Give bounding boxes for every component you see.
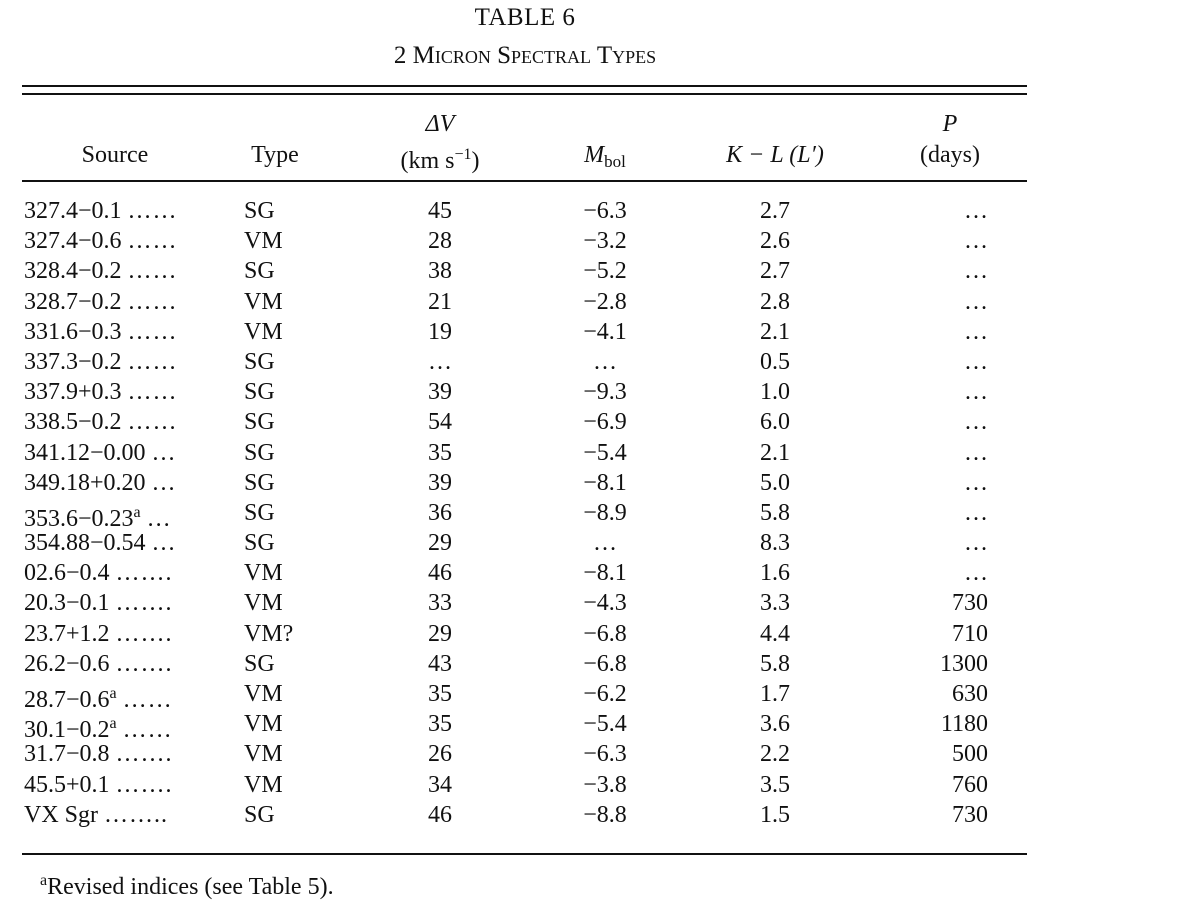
cell-delta-v: 38 — [428, 258, 452, 285]
cell-k-minus-l: 1.5 — [760, 801, 790, 828]
cell-k-minus-l: 2.7 — [760, 258, 790, 285]
cell-leader-dots: …… — [127, 409, 178, 436]
cell-period: 710 — [952, 620, 988, 647]
cell-period: 1300 — [940, 650, 988, 677]
cell-k-minus-l: 4.4 — [760, 620, 790, 647]
cell-period: 630 — [952, 681, 988, 707]
cell-source — [24, 287, 178, 317]
cell-mbol: −6.3 — [583, 741, 627, 768]
cell-source — [24, 649, 173, 679]
cell-mbol: −2.8 — [583, 288, 627, 315]
cell-type: SG — [244, 379, 275, 406]
cell-mbol: −5.4 — [583, 711, 627, 738]
cell-type: SG — [244, 198, 275, 224]
cell-delta-v: 35 — [428, 439, 452, 466]
header-dv-symbol — [360, 109, 520, 139]
cell-k-minus-l: 2.7 — [760, 198, 790, 224]
cell-source — [24, 588, 173, 618]
cell-source-text: 28.7−0.6 — [24, 687, 110, 713]
header-dv-symbol-text: ΔV — [425, 111, 455, 137]
cell-k-minus-l: 8.3 — [760, 530, 790, 557]
cell-k-minus-l: 3.5 — [760, 771, 790, 798]
cell-leader-dots: …… — [127, 198, 178, 224]
cell-source — [24, 619, 173, 649]
cell-source-text: 328.4−0.2 — [24, 258, 122, 285]
cell-mbol: −3.2 — [583, 228, 627, 255]
cell-k-minus-l: 2.1 — [760, 318, 790, 345]
cell-period: … — [964, 288, 988, 315]
table-row — [0, 558, 1200, 588]
cell-type: VM — [244, 318, 283, 345]
table-row — [0, 709, 1200, 744]
cell-source — [24, 770, 173, 800]
cell-k-minus-l: 2.1 — [760, 439, 790, 466]
table-row — [0, 287, 1200, 317]
cell-delta-v: 34 — [428, 771, 452, 798]
cell-delta-v: 36 — [428, 499, 452, 526]
cell-source — [24, 558, 173, 588]
table-row — [0, 347, 1200, 377]
table-row — [0, 528, 1200, 558]
cell-source-text: 337.3−0.2 — [24, 348, 122, 375]
cell-leader-dots: …… — [127, 348, 178, 375]
cell-period: … — [964, 228, 988, 255]
cell-type: SG — [244, 469, 275, 496]
cell-leader-dots: ……. — [115, 650, 173, 677]
cell-period: 500 — [952, 741, 988, 768]
cell-source-text: 26.2−0.6 — [24, 650, 110, 677]
header-dv-unit-exp: −1 — [454, 146, 472, 163]
cell-leader-dots: ……. — [115, 771, 173, 798]
cell-period: … — [964, 379, 988, 406]
cell-period: 730 — [952, 801, 988, 828]
cell-leader-dots: …….. — [104, 801, 169, 828]
cell-mbol: −8.9 — [583, 499, 627, 526]
cell-period: … — [964, 499, 988, 526]
cell-leader-dots: …… — [127, 379, 178, 406]
table-row — [0, 226, 1200, 256]
cell-period: 760 — [952, 771, 988, 798]
cell-k-minus-l: 5.8 — [760, 499, 790, 526]
cell-source-text: 20.3−0.1 — [24, 590, 110, 617]
cell-mbol: −5.4 — [583, 439, 627, 466]
cell-delta-v: 33 — [428, 590, 452, 617]
cell-type: SG — [244, 439, 275, 466]
cell-type: SG — [244, 530, 275, 557]
cell-source — [24, 256, 178, 286]
table-row — [0, 619, 1200, 649]
header-type: Type — [251, 142, 299, 168]
table-row — [0, 679, 1200, 713]
cell-source — [24, 468, 177, 498]
cell-type: VM — [244, 590, 283, 617]
cell-k-minus-l: 3.6 — [760, 711, 790, 738]
cell-type: SG — [244, 409, 275, 436]
cell-delta-v: 29 — [428, 620, 452, 647]
cell-source-text: 349.18+0.20 — [24, 469, 146, 496]
table-row — [0, 468, 1200, 498]
header-mbol-symbol: M — [584, 142, 605, 168]
cell-type: SG — [244, 258, 275, 285]
cell-mbol: −8.1 — [583, 469, 627, 496]
bottom-rule — [22, 853, 1027, 855]
cell-source — [24, 377, 178, 407]
table-row — [0, 588, 1200, 618]
header-kl-text: K − L (L′) — [726, 142, 824, 168]
header-kl — [690, 140, 860, 170]
cell-type: SG — [244, 650, 275, 677]
cell-type: VM — [244, 771, 283, 798]
table-row — [0, 196, 1200, 226]
cell-type: VM — [244, 711, 283, 738]
table-body — [0, 196, 1200, 830]
cell-delta-v: 39 — [428, 469, 452, 496]
cell-source-text: 354.88−0.54 — [24, 530, 146, 557]
cell-source-text: 45.5+0.1 — [24, 771, 110, 798]
cell-leader-dots: …… — [127, 228, 178, 255]
cell-leader-dots: … — [146, 505, 172, 532]
cell-mbol: −6.9 — [583, 409, 627, 436]
cell-k-minus-l: 1.7 — [760, 681, 790, 707]
cell-leader-dots: …… — [122, 687, 173, 713]
top-rule — [22, 85, 1027, 87]
cell-source — [24, 317, 178, 347]
cell-period: 1180 — [940, 711, 988, 738]
cell-mbol: … — [593, 530, 617, 557]
cell-delta-v: 54 — [428, 409, 452, 436]
cell-mbol: −3.8 — [583, 771, 627, 798]
cell-period: … — [964, 198, 988, 224]
cell-mbol: −6.2 — [583, 681, 627, 707]
header-mbol — [545, 140, 665, 177]
table-number: TABLE 6 — [474, 4, 576, 31]
cell-source-text: 338.5−0.2 — [24, 409, 122, 436]
cell-source-footnote-mark: a — [133, 503, 141, 521]
table-row — [0, 407, 1200, 437]
cell-k-minus-l: 1.6 — [760, 560, 790, 587]
cell-type: VM — [244, 560, 283, 587]
header-mbol-sub: bol — [604, 152, 626, 171]
cell-source-text: 331.6−0.3 — [24, 318, 122, 345]
table-row — [0, 438, 1200, 468]
table-row — [0, 739, 1200, 769]
table-row — [0, 770, 1200, 800]
cell-period: … — [964, 469, 988, 496]
cell-delta-v: 21 — [428, 288, 452, 315]
cell-source — [24, 407, 178, 437]
cell-delta-v: 28 — [428, 228, 452, 255]
cell-source-text: 23.7+1.2 — [24, 620, 110, 647]
cell-leader-dots: … — [151, 530, 177, 557]
cell-source — [24, 347, 178, 377]
table-title — [0, 42, 1050, 70]
footnote-text: Revised indices (see Table 5). — [47, 874, 334, 900]
cell-mbol: −8.8 — [583, 801, 627, 828]
cell-source-text: 353.6−0.23 — [24, 505, 134, 532]
cell-source-text: 341.12−0.00 — [24, 439, 146, 466]
cell-period: … — [964, 318, 988, 345]
table-row — [0, 800, 1200, 830]
cell-k-minus-l: 5.0 — [760, 469, 790, 496]
cell-type: SG — [244, 499, 275, 526]
cell-source — [24, 528, 177, 558]
cell-k-minus-l: 6.0 — [760, 409, 790, 436]
cell-source-text: 328.7−0.2 — [24, 288, 122, 315]
cell-source — [24, 800, 168, 830]
table-row — [0, 498, 1200, 532]
table-row — [0, 649, 1200, 679]
cell-period: 730 — [952, 590, 988, 617]
cell-type: SG — [244, 348, 275, 375]
cell-leader-dots: …… — [122, 717, 173, 744]
header-rule — [22, 180, 1027, 182]
cell-period: … — [964, 560, 988, 587]
cell-leader-dots: … — [151, 439, 177, 466]
cell-k-minus-l: 2.2 — [760, 741, 790, 768]
cell-k-minus-l: 2.8 — [760, 288, 790, 315]
cell-type: VM — [244, 741, 283, 768]
cell-delta-v: 26 — [428, 741, 452, 768]
cell-period: … — [964, 530, 988, 557]
cell-type: VM — [244, 681, 283, 707]
cell-source — [24, 226, 178, 256]
cell-mbol: −8.1 — [583, 560, 627, 587]
cell-leader-dots: ……. — [115, 590, 173, 617]
cell-mbol: −6.3 — [583, 198, 627, 224]
cell-source-text: 31.7−0.8 — [24, 741, 110, 768]
cell-period: … — [964, 439, 988, 466]
header-dv-unit-pre: (km s — [400, 148, 455, 174]
table-row — [0, 317, 1200, 347]
top-rule-second — [22, 93, 1027, 95]
cell-source-footnote-mark: a — [109, 685, 117, 702]
cell-delta-v: 46 — [428, 801, 452, 828]
header-p-unit: (days) — [920, 142, 980, 168]
footnote-mark: a — [40, 872, 48, 889]
cell-leader-dots: …… — [127, 288, 178, 315]
cell-mbol: −4.3 — [583, 590, 627, 617]
cell-delta-v: … — [428, 348, 452, 375]
cell-period: … — [964, 348, 988, 375]
cell-delta-v: 43 — [428, 650, 452, 677]
cell-leader-dots: ……. — [115, 560, 173, 587]
cell-source-text: VX Sgr — [24, 801, 99, 828]
cell-delta-v: 29 — [428, 530, 452, 557]
cell-source-text: 30.1−0.2 — [24, 717, 110, 744]
cell-mbol: −6.8 — [583, 620, 627, 647]
cell-type: VM — [244, 228, 283, 255]
cell-source-text: 337.9+0.3 — [24, 379, 122, 406]
cell-leader-dots: …… — [127, 318, 178, 345]
cell-leader-dots: ……. — [115, 741, 173, 768]
cell-type: VM — [244, 288, 283, 315]
header-p-symbol-text: P — [942, 111, 958, 137]
cell-period: … — [964, 258, 988, 285]
cell-period: … — [964, 409, 988, 436]
table-row — [0, 256, 1200, 286]
cell-source — [24, 438, 177, 468]
cell-delta-v: 45 — [428, 198, 452, 224]
cell-delta-v: 39 — [428, 379, 452, 406]
cell-k-minus-l: 0.5 — [760, 348, 790, 375]
cell-delta-v: 35 — [428, 711, 452, 738]
cell-mbol: −9.3 — [583, 379, 627, 406]
header-source: Source — [81, 142, 149, 168]
cell-k-minus-l: 3.3 — [760, 590, 790, 617]
cell-leader-dots: … — [151, 469, 177, 496]
cell-mbol: −4.1 — [583, 318, 627, 345]
cell-mbol: … — [593, 348, 617, 375]
cell-type: SG — [244, 801, 275, 828]
cell-source-text: 327.4−0.1 — [24, 198, 122, 224]
header-dv-unit-post: ) — [471, 148, 480, 174]
header-dv-unit — [360, 140, 520, 176]
header-p-symbol — [900, 109, 1000, 139]
table-row — [0, 377, 1200, 407]
cell-delta-v: 19 — [428, 318, 452, 345]
cell-k-minus-l: 5.8 — [760, 650, 790, 677]
cell-source — [24, 739, 173, 769]
cell-k-minus-l: 2.6 — [760, 228, 790, 255]
cell-mbol: −6.8 — [583, 650, 627, 677]
cell-source-text: 02.6−0.4 — [24, 560, 110, 587]
table-title-text: 2 Micron Spectral Types — [393, 42, 657, 69]
cell-k-minus-l: 1.0 — [760, 379, 790, 406]
cell-source-text: 327.4−0.6 — [24, 228, 122, 255]
cell-type: VM? — [244, 620, 294, 647]
cell-leader-dots: ……. — [115, 620, 173, 647]
cell-delta-v: 46 — [428, 560, 452, 587]
cell-delta-v: 35 — [428, 681, 452, 707]
cell-mbol: −5.2 — [583, 258, 627, 285]
cell-source — [24, 196, 178, 226]
cell-source-footnote-mark: a — [109, 715, 117, 733]
cell-leader-dots: …… — [127, 258, 178, 285]
footnote — [40, 866, 334, 902]
